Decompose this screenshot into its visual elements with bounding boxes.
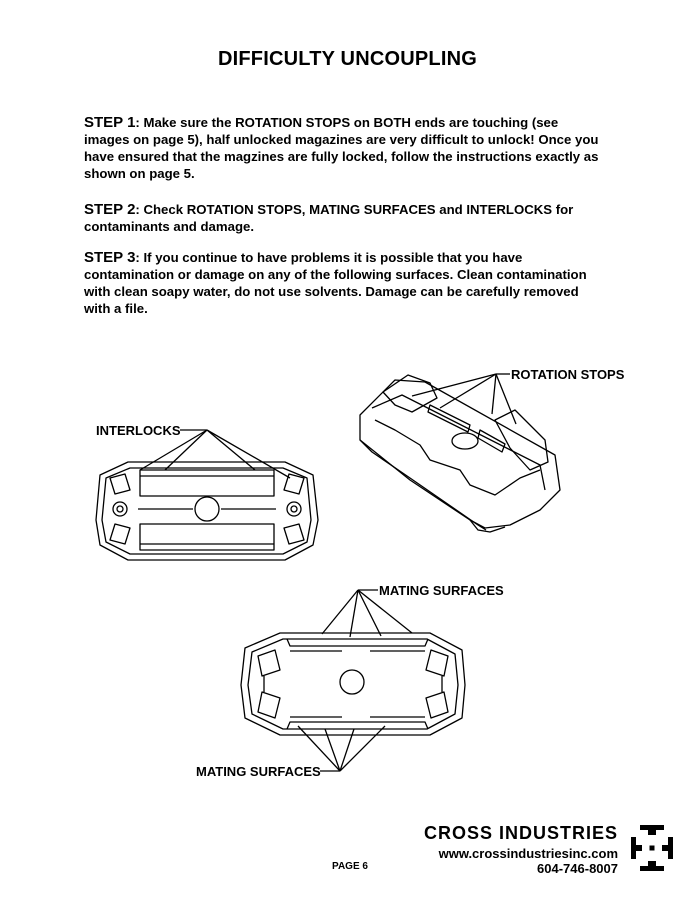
cross-industries-logo-icon (630, 823, 674, 873)
phone-number: 604-746-8007 (537, 861, 618, 876)
step-1-label: STEP 1 (84, 114, 136, 131)
callout-interlocks: INTERLOCKS (96, 423, 181, 438)
step-3 (84, 249, 604, 317)
step-2 (84, 201, 604, 235)
website-link[interactable]: www.crossindustriesinc.com (438, 846, 618, 861)
step-3-label: STEP 3 (84, 249, 136, 266)
callout-mating-surfaces-bottom: MATING SURFACES (196, 764, 321, 779)
callout-rotation-stops: ROTATION STOPS (511, 367, 625, 382)
step-1-text: : Make sure the ROTATION STOPS on BOTH ends are touching (see images on page 5), half unlocked magazines are very difficult to unlock! Once you have ensured that the magzines are fully locked, follow the instructions exactly as shown on page 5. (84, 115, 599, 181)
step-1 (84, 114, 604, 182)
page-title: DIFFICULTY UNCOUPLING (217, 48, 477, 70)
callout-mating-surfaces-top: MATING SURFACES (379, 583, 504, 598)
step-3-text: : If you continue to have problems it is possible that you have contamination or damage on any of the following surfaces. Clean contamination with clean soapy water, do not use solvents. Damage can be carefully removed with a file. (84, 250, 587, 316)
step-2-label: STEP 2 (84, 201, 136, 218)
page-number: PAGE 6 (332, 861, 368, 872)
step-2-text: : Check ROTATION STOPS, MATING SURFACES and INTERLOCKS for contaminants and damage. (84, 202, 574, 234)
brand-name: CROSS INDUSTRIES (423, 823, 618, 843)
